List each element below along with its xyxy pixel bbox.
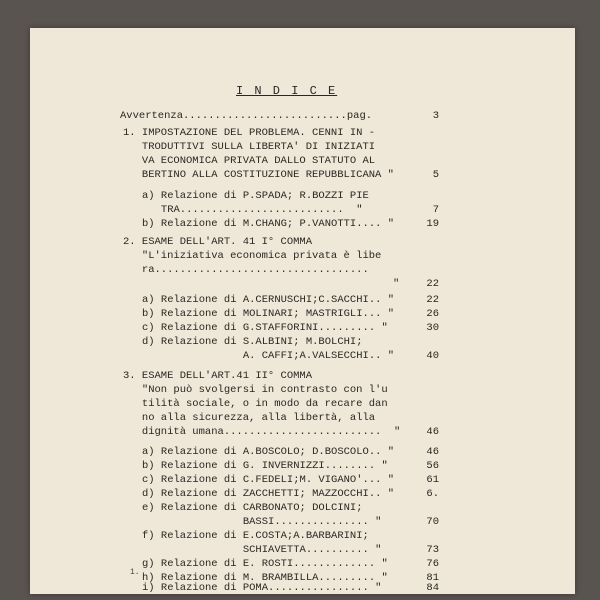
s3-quote-3: no alla sicurezza, alla libertà, alla: [123, 412, 376, 424]
s3-item-f-2: SCHIAVETTA.......... ": [142, 544, 382, 556]
s3-item-c: c) Relazione di C.FEDELI;M. VIGANO'... ": [142, 474, 395, 486]
s3-item-b: b) Relazione di G. INVERNIZZI........ ": [142, 460, 388, 472]
s2-ditto-mark: ": [393, 278, 400, 290]
s1-item-b-page: 19: [426, 218, 439, 230]
s2-item-a: a) Relazione di A.CERNUSCHI;C.SACCHI.. ": [142, 294, 395, 306]
s3-item-e-2: BASSI............... ": [142, 516, 382, 528]
s2-quote-1: "L'iniziativa economica privata è libe: [123, 250, 382, 262]
s1-item-a-1: a) Relazione di P.SPADA; R.BOZZI PIE: [142, 190, 369, 202]
s3-item-g-page: 76: [426, 558, 439, 570]
s3-item-a: a) Relazione di A.BOSCOLO; D.BOSCOLO.. ": [142, 446, 395, 458]
s3-item-h: h) Relazione di M. BRAMBILLA......... ": [142, 572, 388, 584]
s1-item-a-2: TRA.......................... ": [142, 204, 363, 216]
s2-item-b: b) Relazione di MOLINARI; MASTRIGLI... ": [142, 308, 395, 320]
s3-item-f-1: f) Relazione di E.COSTA;A.BARBARINI;: [142, 530, 369, 542]
s3-item-a-page: 46: [426, 446, 439, 458]
s3-quote-1: "Non può svolgersi in contrasto con l'u: [123, 384, 388, 396]
s2-item-d-page: 40: [426, 350, 439, 362]
avvertenza-entry: Avvertenza..........................pag.: [120, 110, 373, 122]
s2-page: 22: [426, 278, 439, 290]
s2-item-a-page: 22: [426, 294, 439, 306]
s1-line-1: 1. IMPOSTAZIONE DEL PROBLEMA. CENNI IN -: [123, 127, 376, 139]
s1-item-a-page: 7: [432, 204, 439, 216]
s2-item-c-page: 30: [426, 322, 439, 334]
s1-page: 5: [432, 169, 439, 181]
document-page: [30, 28, 575, 594]
s2-item-c: c) Relazione di G.STAFFORINI......... ": [142, 322, 388, 334]
s3-item-i: i) Relazione di POMA................ ": [142, 582, 382, 594]
s3-quote-4: dignità umana......................... ": [123, 426, 401, 438]
s3-item-b-page: 56: [426, 460, 439, 472]
s1-line-2: TRODUTTIVI SULLA LIBERTA' DI INIZIATI: [123, 141, 376, 153]
index-title: I N D I C E: [236, 84, 338, 98]
s1-line-3: VA ECONOMICA PRIVATA DALLO STATUTO AL: [123, 155, 376, 167]
s3-item-h-page: 81: [426, 572, 439, 584]
s3-item-e-page: 70: [426, 516, 439, 528]
s3-item-i-page: 84: [426, 582, 439, 594]
s3-page: 46: [426, 426, 439, 438]
s3-item-d: d) Relazione di ZACCHETTI; MAZZOCCHI.. ": [142, 488, 395, 500]
s3-quote-2: tilità sociale, o in modo da recare dan: [123, 398, 388, 410]
s1-item-b: b) Relazione di M.CHANG; P.VANOTTI.... ": [142, 218, 395, 230]
s3-item-f-page: 73: [426, 544, 439, 556]
s2-item-d-2: A. CAFFI;A.VALSECCHI.. ": [142, 350, 395, 362]
s2-item-d-1: d) Relazione di S.ALBINI; M.BOLCHI;: [142, 336, 363, 348]
s1-line-4: BERTINO ALLA COSTITUZIONE REPUBBLICANA ": [123, 169, 394, 181]
s3-item-d-page: 6.: [426, 488, 439, 500]
s3-item-e-1: e) Relazione di CARBONATO; DOLCINI;: [142, 502, 363, 514]
footer-mark: 1.: [130, 568, 140, 577]
s2-item-b-page: 26: [426, 308, 439, 320]
avvertenza-page: 3: [432, 110, 439, 122]
s3-item-c-page: 61: [426, 474, 439, 486]
s2-heading: 2. ESAME DELL'ART. 41 I° COMMA: [123, 236, 313, 248]
s2-quote-2: ra..................................: [123, 264, 369, 276]
s3-item-g: g) Relazione di E. ROSTI............. ": [142, 558, 388, 570]
s3-heading: 3. ESAME DELL'ART.41 II° COMMA: [123, 370, 313, 382]
